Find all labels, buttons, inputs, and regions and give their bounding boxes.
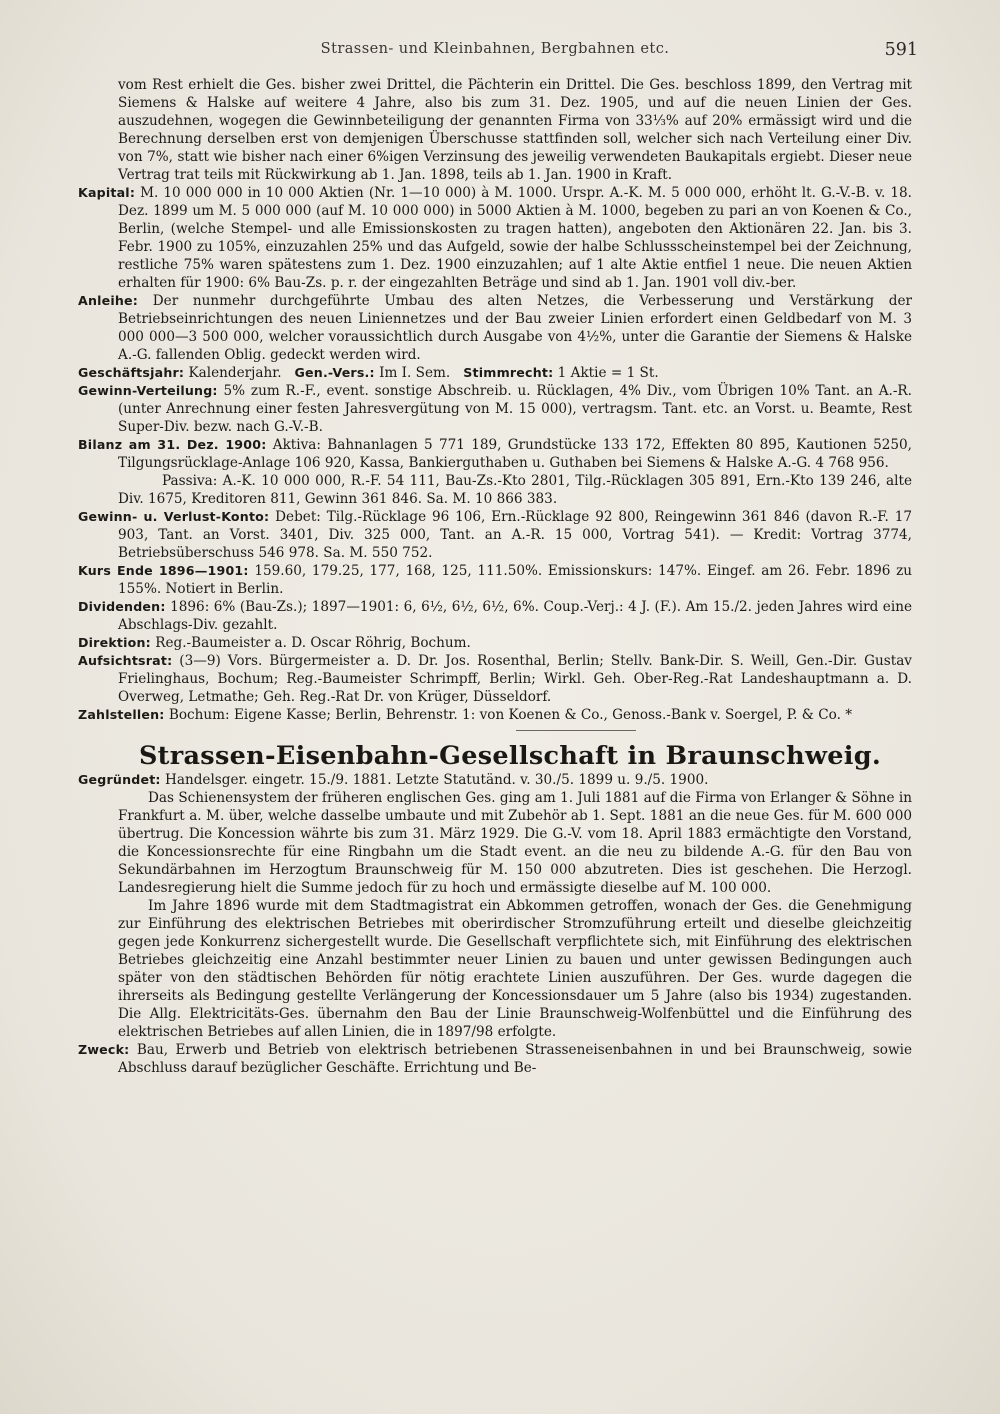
entry-dividenden: [78, 598, 912, 634]
entry-label: Kapital:: [78, 185, 136, 200]
entry-text: Im I. Sem.: [379, 365, 451, 381]
entry-bilanz-passiva: Passiva: A.-K. 10 000 000, R.-F. 54 111, Bau-Zs.-Kto 2801, Tilg.-Rücklagen 305 891, Ern.-Kto 139 246, alte Div. 1675, Kreditoren 811, Gewinn 361 846. Sa. M. 10 866 383.: [118, 473, 912, 507]
intro-paragraph: vom Rest erhielt die Ges. bisher zwei Drittel, die Pächterin ein Drittel. Die Ges. beschloss 1899, den Vertrag mit Siemens & Halske auf weitere 4 Jahre, also bis zum 31. Dez. 1905, und auf die neuen Linien der Ges. auszudehnen, wogegen die Gewinnbeteiligung der genannten Firma von 33⅓% auf 20% ermässigt wird und die Berechnung derselben erst von demjenigen Überschusse stattfinden soll, welcher sich nach Verteilung einer Div. von 7%, statt wie bisher nach einer 6%igen Verzinsung des jeweilig verwendeten Baukapitals ergiebt. Dieser neue Vertrag trat teils mit Rückwirkung ab 1. Jan. 1898, teils ab 1. Jan. 1900 in Kraft.: [118, 77, 912, 183]
entry-gewinnverteilung: [78, 382, 912, 436]
running-head: [78, 40, 918, 76]
entry-label: Gewinn-Verteilung:: [78, 383, 218, 398]
entry-text: M. 10 000 000 in 10 000 Aktien (Nr. 1—10 000) à M. 1000. Urspr. A.-K. M. 5 000 000, erhöht lt. G.-V.-B. v. 18. Dez. 1899 um M. 5 000 000 (auf M. 10 000 000) in 5000 Aktien à M. 1000, begeben zu pari an von Koenen & Co., Berlin, (welche Stempel- und alle Emissionskosten zu tragen hatten), angeboten den Aktionären 22. Jan. bis 3. Febr. 1900 zu 105%, einzuzahlen 25% und das Aufgeld, sowie der halbe Schlussscheinstempel bei der Zeichnung, restliche 75% waren spätestens zum 1. Dez. 1900 einzuzahlen; auf 1 alte Aktie entfiel 1 neue. Die neuen Aktien erhalten für 1900: 6% Bau-Zs. p. r. der eingezahlten Beträge und sind ab 1. Jan. 1901 voll div.-ber.: [118, 185, 912, 291]
entry-aufsichtsrat: [78, 652, 912, 706]
entry-gegruendet: [78, 771, 912, 789]
entry-text: 1 Aktie = 1 St.: [557, 365, 659, 381]
entry-label: Geschäftsjahr:: [78, 365, 185, 380]
entry-geschaeftsjahr: [78, 364, 912, 382]
entry-zweck: [78, 1041, 912, 1077]
history-paragraph-2: Im Jahre 1896 wurde mit dem Stadtmagistrat ein Abkommen getroffen, wonach der Ges. die Genehmigung zur Einführung des elektrischen Betriebes mit oberirdischer Stromzuführung erteilt und dieselbe gleichzeitig gegen jede Konkurrenz sichergestellt wurde. Die Gesellschaft verpflichtete sich, mit Einführung des elektrischen Betriebes gleichzeitig eine Anzahl bestimmter neuer Linien zu bauen und unter gewissen Bedingungen auch später von den städtischen Behörden für nötig erachtete Linien auszuführen. Der Ges. wurde dagegen die ihrerseits als Bedingung gestellte Verlängerung der Koncessionsdauer um 5 Jahre (also bis 1934) zugestanden. Die Allg. Elektricitäts-Ges. übernahm den Bau der Linie Braunschweig-Wolfenbüttel und die Einführung des elektrischen Betriebes auf allen Linien, die in 1897/98 erfolgte.: [118, 898, 912, 1040]
entry-text: Kalenderjahr.: [188, 365, 282, 381]
entry-text: Reg.-Baumeister a. D. Oscar Röhrig, Bochum.: [155, 635, 471, 651]
page-number: 591: [884, 40, 918, 60]
entry-label: Gewinn- u. Verlust-Konto:: [78, 509, 270, 524]
entry-text: Handelsger. eingetr. 15./9. 1881. Letzte Statutänd. v. 30./5. 1899 u. 9./5. 1900.: [164, 772, 709, 788]
entry-label: Dividenden:: [78, 599, 166, 614]
history-paragraph-1: Das Schienensystem der früheren englischen Ges. ging am 1. Juli 1881 auf die Firma von Erlanger & Söhne in Frankfurt a. M. über, welche dasselbe umbaute und mit Zubehör ab 1. Sept. 1881 an die neue Ges. für M. 600 000 übertrug. Die Koncession währte bis zum 31. März 1929. Die G.-V. vom 18. April 1883 ermächtigte den Vorstand, die Koncessionsrechte für eine Ringbahn um die Stadt event. an die neu zu bildende A.-G. für den Bau von Sekundärbahnen im Herzogtum Braunschweig für M. 150 000 abzutreten. Dies ist geschehen. Die Herzogl. Landesregierung hielt die Summe jedoch für zu hoch und ermässigte dieselbe auf M. 100 000.: [118, 790, 912, 896]
body-text: [78, 76, 912, 1077]
entry-kapital: [78, 184, 912, 292]
entry-label: Bilanz am 31. Dez. 1900:: [78, 437, 267, 452]
entry-label: Zahlstellen:: [78, 707, 165, 722]
entry-kurs: [78, 562, 912, 598]
entry-label: Anleihe:: [78, 293, 139, 308]
entry-label: Kurs Ende 1896—1901:: [78, 563, 249, 578]
entry-label: Direktion:: [78, 635, 151, 650]
entry-text: 5% zum R.-F., event. sonstige Abschreib. u. Rücklagen, 4% Div., vom Übrigen 10% Tant. an A.-R. (unter Anrechnung einer festen Jahresvergütung von M. 15 000), vertragsm. Tant. etc. an Vorst. u. Beamte, Rest Super-Div. bezw. nach G.-V.-B.: [118, 383, 912, 435]
entry-label: Aufsichtsrat:: [78, 653, 173, 668]
running-head-title: Strassen- und Kleinbahnen, Bergbahnen etc.: [320, 40, 670, 57]
entry-zahlstellen: [78, 706, 912, 724]
entry-direktion: [78, 634, 912, 652]
entry-text: Bochum: Eigene Kasse; Berlin, Behrenstr. 1: von Koenen & Co., Genoss.-Bank v. Soergel, P. & Co. *: [168, 707, 853, 723]
entry-label: Stimmrecht:: [463, 365, 554, 380]
entry-guv: [78, 508, 912, 562]
section-divider: [516, 730, 636, 731]
entry-label: Gen.-Vers.:: [294, 365, 375, 380]
entry-anleihe: [78, 292, 912, 364]
section-title: Strassen-Eisenbahn-Gesellschaft in Braunschweig.: [138, 741, 882, 771]
entry-bilanz: [78, 436, 912, 472]
entry-label: Zweck:: [78, 1042, 130, 1057]
entry-text: (3—9) Vors. Bürgermeister a. D. Dr. Jos. Rosenthal, Berlin; Stellv. Bank-Dir. S. Weill, Gen.-Dir. Gustav Frielinghaus, Bochum; Reg.-Baumeister Schrimpff, Berlin; Wirkl. Geh. Ober-Reg.-Rat Landeshauptmann a. D. Overweg, Letmathe; Geh. Reg.-Rat Dr. von Krüger, Düsseldorf.: [118, 653, 912, 705]
entry-text: Debet: Tilg.-Rücklage 96 106, Ern.-Rücklage 92 800, Reingewinn 361 846 (davon R.-F. 17 903, Tant. an Vorst. 3401, Div. 325 000, Tant. an A.-R. 15 000, Vortrag 541). — Kredit: Vortrag 3774, Betriebsüberschuss 546 978. Sa. M. 550 752.: [118, 509, 913, 561]
entry-label: Gegründet:: [78, 772, 161, 787]
entry-text: 159.60, 179.25, 177, 168, 125, 111.50%. Emissionskurs: 147%. Eingef. am 26. Febr. 1896 zu 155%. Notiert in Berlin.: [118, 563, 912, 597]
entry-text: Aktiva: Bahnanlagen 5 771 189, Grundstücke 133 172, Effekten 80 895, Kautionen 5250, Tilgungsrücklage-Anlage 106 920, Kassa, Bankierguthaben u. Guthaben bei Siemens & Halske A.-G. 4 768 956.: [118, 437, 912, 471]
entry-text: 1896: 6% (Bau-Zs.); 1897—1901: 6, 6½, 6½, 6½, 6%. Coup.-Verj.: 4 J. (F.). Am 15./2. jeden Jahres wird eine Abschlags-Div. gezahlt.: [118, 599, 912, 633]
entry-text: Der nunmehr durchgeführte Umbau des alten Netzes, die Verbesserung und Verstärkung der Betriebseinrichtungen des neuen Liniennetzes und der Bau zweier Linien erfordert einen Geldbedarf von M. 3 000 000—3 500 000, welcher voraussichtlich durch Ausgabe von 4½%, unter die Garantie der Siemens & Halske A.-G. fallenden Oblig. gedeckt werden wird.: [118, 293, 913, 363]
entry-text: Bau, Erwerb und Betrieb von elektrisch betriebenen Strasseneisenbahnen in und bei Braunschweig, sowie Abschluss darauf bezüglicher Geschäfte. Errichtung und Be-: [118, 1042, 912, 1076]
